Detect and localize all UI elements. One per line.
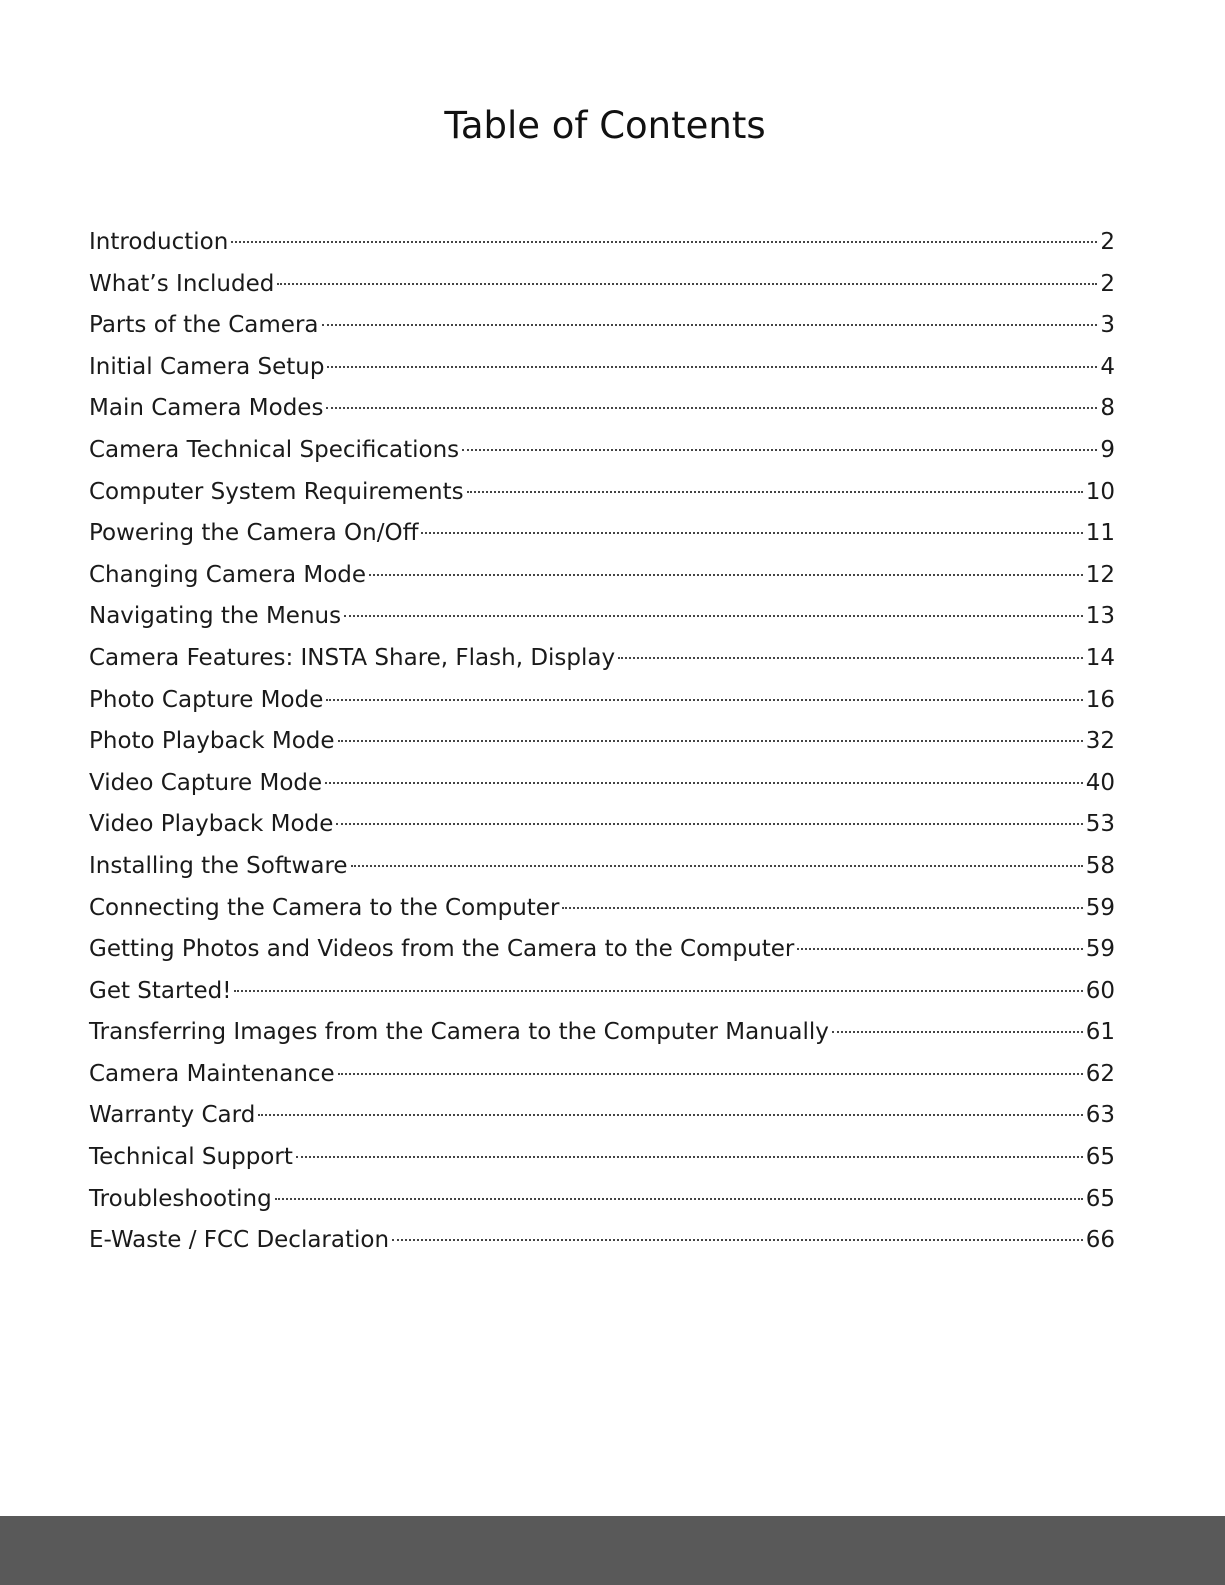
toc-entry-label: Installing the Software — [89, 852, 348, 879]
toc-entry-label: Camera Maintenance — [89, 1060, 335, 1087]
toc-entry-label: Get Started! — [89, 977, 232, 1004]
toc-entry-page-number: 53 — [1085, 811, 1115, 838]
toc-entry[interactable] — [89, 222, 1115, 264]
dot-leader — [797, 947, 1082, 950]
toc-entry-label: What’s Included — [89, 270, 275, 297]
toc-entry[interactable] — [89, 804, 1115, 846]
dot-leader — [369, 573, 1083, 576]
toc-entry-page-number: 3 — [1100, 312, 1115, 339]
toc-entry-page-number: 60 — [1085, 977, 1115, 1004]
toc-entry-page-number: 13 — [1085, 603, 1115, 630]
toc-entry[interactable] — [89, 430, 1115, 472]
toc-entry-page-number: 65 — [1085, 1185, 1115, 1212]
dot-leader — [336, 822, 1082, 825]
toc-entry-label: Main Camera Modes — [89, 395, 324, 422]
toc-entry[interactable] — [89, 929, 1115, 971]
toc-entry-label: Powering the Camera On/Off — [89, 520, 419, 547]
toc-entry[interactable] — [89, 1137, 1115, 1179]
toc-entry-label: Video Capture Mode — [89, 769, 323, 796]
toc-entry[interactable] — [89, 721, 1115, 763]
dot-leader — [338, 1072, 1083, 1075]
dot-leader — [392, 1238, 1083, 1241]
dot-leader — [344, 614, 1083, 617]
toc-entry-page-number: 59 — [1085, 894, 1115, 921]
toc-entry-page-number: 63 — [1085, 1102, 1115, 1129]
toc-entry-page-number: 2 — [1100, 270, 1115, 297]
dot-leader — [327, 365, 1097, 368]
toc-entry-label: Getting Photos and Videos from the Camera to the Computer — [89, 936, 795, 963]
toc-entry-label: Camera Features: INSTA Share, Flash, Display — [89, 644, 616, 671]
dot-leader — [234, 989, 1082, 992]
toc-entry-page-number: 62 — [1085, 1060, 1115, 1087]
toc-entry[interactable] — [89, 763, 1115, 805]
toc-entry-page-number: 11 — [1085, 520, 1115, 547]
dot-leader — [326, 698, 1082, 701]
page-title: Table of Contents — [444, 104, 766, 147]
toc-entry-label: Changing Camera Mode — [89, 561, 367, 588]
toc-entry[interactable] — [89, 888, 1115, 930]
toc-entry[interactable] — [89, 680, 1115, 722]
toc-entry-page-number: 9 — [1100, 436, 1115, 463]
dot-leader — [467, 490, 1083, 493]
toc-entry-page-number: 65 — [1085, 1144, 1115, 1171]
toc-entry-label: Troubleshooting — [89, 1185, 272, 1212]
toc-entry-label: Photo Playback Mode — [89, 728, 335, 755]
toc-entry-label: Computer System Requirements — [89, 478, 464, 505]
toc-entry-page-number: 16 — [1085, 686, 1115, 713]
toc-entry[interactable] — [89, 1095, 1115, 1137]
toc-entry[interactable] — [89, 1012, 1115, 1054]
toc-entry-label: Warranty Card — [89, 1102, 256, 1129]
dot-leader — [618, 656, 1083, 659]
toc-entry-page-number: 12 — [1085, 561, 1115, 588]
toc-entry-label: Video Playback Mode — [89, 811, 334, 838]
toc-entry[interactable] — [89, 513, 1115, 555]
dot-leader — [258, 1113, 1082, 1116]
footer-bar — [0, 1516, 1225, 1585]
toc-entry[interactable] — [89, 596, 1115, 638]
toc-entry-page-number: 40 — [1085, 769, 1115, 796]
dot-leader — [275, 1197, 1083, 1200]
dot-leader — [338, 739, 1083, 742]
toc-entry-label: Connecting the Camera to the Computer — [89, 894, 560, 921]
toc-entry-label: Transferring Images from the Camera to the Computer Manually — [89, 1019, 829, 1046]
toc-entry-label: Parts of the Camera — [89, 312, 319, 339]
toc-entry[interactable] — [89, 264, 1115, 306]
toc-entry[interactable] — [89, 555, 1115, 597]
toc-entry-page-number: 2 — [1100, 229, 1115, 255]
dot-leader — [351, 864, 1083, 867]
dot-leader — [322, 323, 1098, 326]
toc-entry-page-number: 59 — [1085, 936, 1115, 963]
toc-entry-page-number: 61 — [1085, 1019, 1115, 1046]
dot-leader — [325, 781, 1083, 784]
toc-entry-label: E-Waste / FCC Declaration — [89, 1227, 390, 1254]
toc-entry-page-number: 8 — [1100, 395, 1115, 422]
dot-leader — [421, 531, 1082, 534]
toc-entry[interactable] — [89, 846, 1115, 888]
dot-leader — [296, 1155, 1083, 1158]
toc-entry[interactable] — [89, 1179, 1115, 1221]
toc-entry[interactable] — [89, 1054, 1115, 1096]
dot-leader — [231, 240, 1097, 243]
toc-entry[interactable] — [89, 638, 1115, 680]
toc-entry-page-number: 4 — [1100, 353, 1115, 380]
toc-entry-label: Navigating the Menus — [89, 603, 342, 630]
dot-leader — [832, 1030, 1083, 1033]
dot-leader — [462, 448, 1097, 451]
dot-leader — [562, 906, 1082, 909]
toc-entry-label: Initial Camera Setup — [89, 353, 325, 380]
toc-entry-label: Introduction — [89, 229, 229, 255]
toc-entry[interactable] — [89, 971, 1115, 1013]
toc-entry[interactable] — [89, 1220, 1115, 1262]
dot-leader — [277, 282, 1097, 285]
toc-entry[interactable] — [89, 388, 1115, 430]
dot-leader — [326, 406, 1097, 409]
toc-entry[interactable] — [89, 347, 1115, 389]
toc-entry[interactable] — [89, 472, 1115, 514]
toc-entry-page-number: 32 — [1085, 728, 1115, 755]
toc-entry[interactable] — [89, 305, 1115, 347]
toc-entry-page-number: 58 — [1085, 852, 1115, 879]
table-of-contents — [89, 222, 1115, 1262]
toc-entry-label: Technical Support — [89, 1144, 293, 1171]
toc-entry-label: Camera Technical Specifications — [89, 436, 460, 463]
toc-entry-page-number: 10 — [1085, 478, 1115, 505]
toc-entry-label: Photo Capture Mode — [89, 686, 324, 713]
toc-entry-page-number: 66 — [1085, 1227, 1115, 1254]
toc-entry-page-number: 14 — [1085, 644, 1115, 671]
